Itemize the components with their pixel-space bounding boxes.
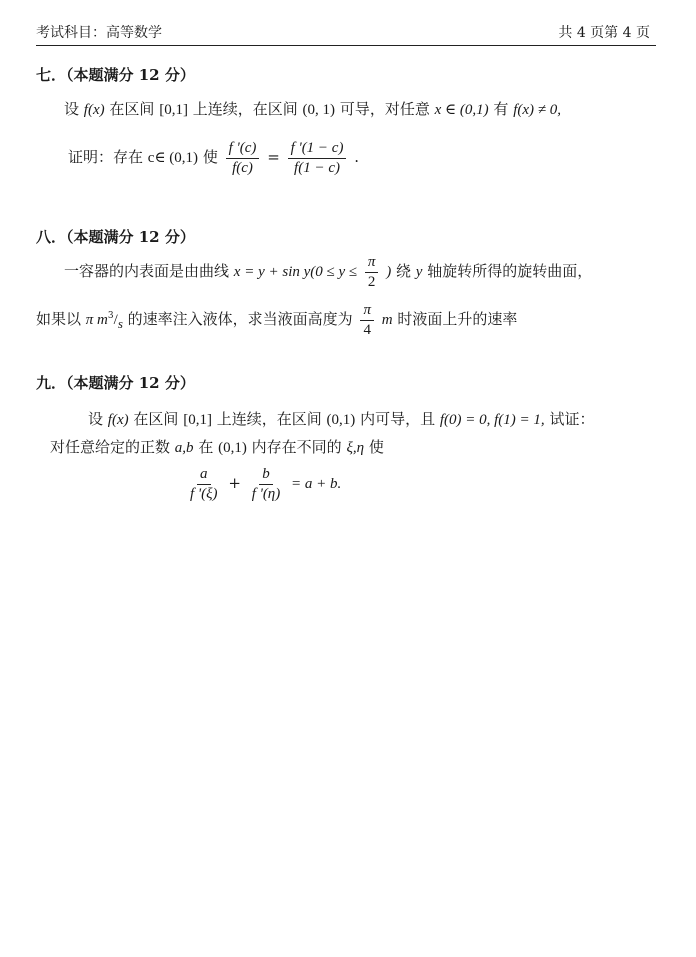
q8-line1 [64,254,592,290]
q8-title: 八．（本题满分 12 分） [36,228,195,246]
math: s [117,316,123,331]
fraction [365,254,379,290]
text: 对任意给定的正数 [50,438,171,456]
text: 上连续，在区间 [192,100,298,118]
math: [0,1] [159,102,188,118]
fraction [249,466,284,502]
q8-line2 [36,302,517,338]
numerator: π [360,302,374,321]
text: 有 [493,100,509,118]
denominator: f(1 − c) [294,159,340,176]
text: 上连续，在区间 [216,410,322,428]
denominator: f(c) [232,159,253,176]
math: (0,1) [326,412,356,428]
text: 使 [202,148,218,166]
math: x = y + sin y(0 ≤ y ≤ [233,264,358,280]
text: 试证： [549,410,595,428]
math: = a + b. [291,476,342,492]
text: 如果以 [36,310,82,328]
text: 设 [88,410,104,428]
q9-title: 九．（本题满分 12 分） [36,374,195,392]
text: . [354,148,360,166]
math: y [415,264,423,280]
math: ) [386,264,392,280]
text: 的速率注入液体，求当液面高度为 [127,310,353,328]
text: 设 [64,100,80,118]
math: π m [85,312,108,328]
text: 绕 [396,262,412,280]
page-count: 共 4 页第 4 页 [558,25,650,41]
q7-line2 [68,140,359,176]
fraction [360,302,374,338]
math: (0,1) [218,440,247,456]
denominator: f '(η) [251,485,281,502]
math: a,b [174,440,194,456]
math: f(x) ≠ 0, [513,102,562,118]
math: f(x) [83,102,105,118]
q7-title: 七．（本题满分 12 分） [36,66,195,84]
text: 内存在不同的 [251,438,342,456]
numerator: π [365,254,379,273]
plus: + [228,474,241,492]
q9-line1 [88,408,594,429]
math: m [381,312,393,328]
math: ξ,η [346,440,365,456]
text: 时液面上升的速率 [397,310,518,328]
math: (0, 1) [302,102,336,118]
exam-subject: 考试科目：高等数学 [36,25,162,41]
text: 在区间 [133,410,179,428]
math: c∈ (0,1) [147,150,199,166]
numerator: f '(c) [226,140,260,159]
q9-line2 [50,436,384,457]
fraction [288,140,347,176]
numerator: b [259,466,273,485]
fraction [187,466,221,502]
equals: = [267,148,280,166]
superscript: 3 [107,311,114,321]
numerator: a [197,466,211,485]
text: 轴旋转所得的旋转曲面， [427,262,593,280]
denominator: f '(ξ) [190,485,218,502]
math: f(x) [107,412,129,428]
denominator: 4 [363,321,371,338]
page-header [36,12,656,46]
text: 内可导，且 [360,410,436,428]
text: 一容器的内表面是由曲线 [64,262,230,280]
text: 使 [368,438,384,456]
math: f(0) = 0, f(1) = 1, [439,412,545,428]
numerator: f '(1 − c) [288,140,347,159]
denominator: 2 [367,273,376,290]
math: x ∈ (0,1) [434,102,489,118]
text: 证明：存在 [68,148,144,166]
text: 可导，对任意 [339,100,430,118]
math: [0,1] [183,412,212,428]
text: 在区间 [109,100,155,118]
text: 在 [198,438,214,456]
q9-formula [184,466,341,502]
slash: / [113,312,118,328]
fraction [226,140,260,176]
q7-line1 [64,98,561,119]
